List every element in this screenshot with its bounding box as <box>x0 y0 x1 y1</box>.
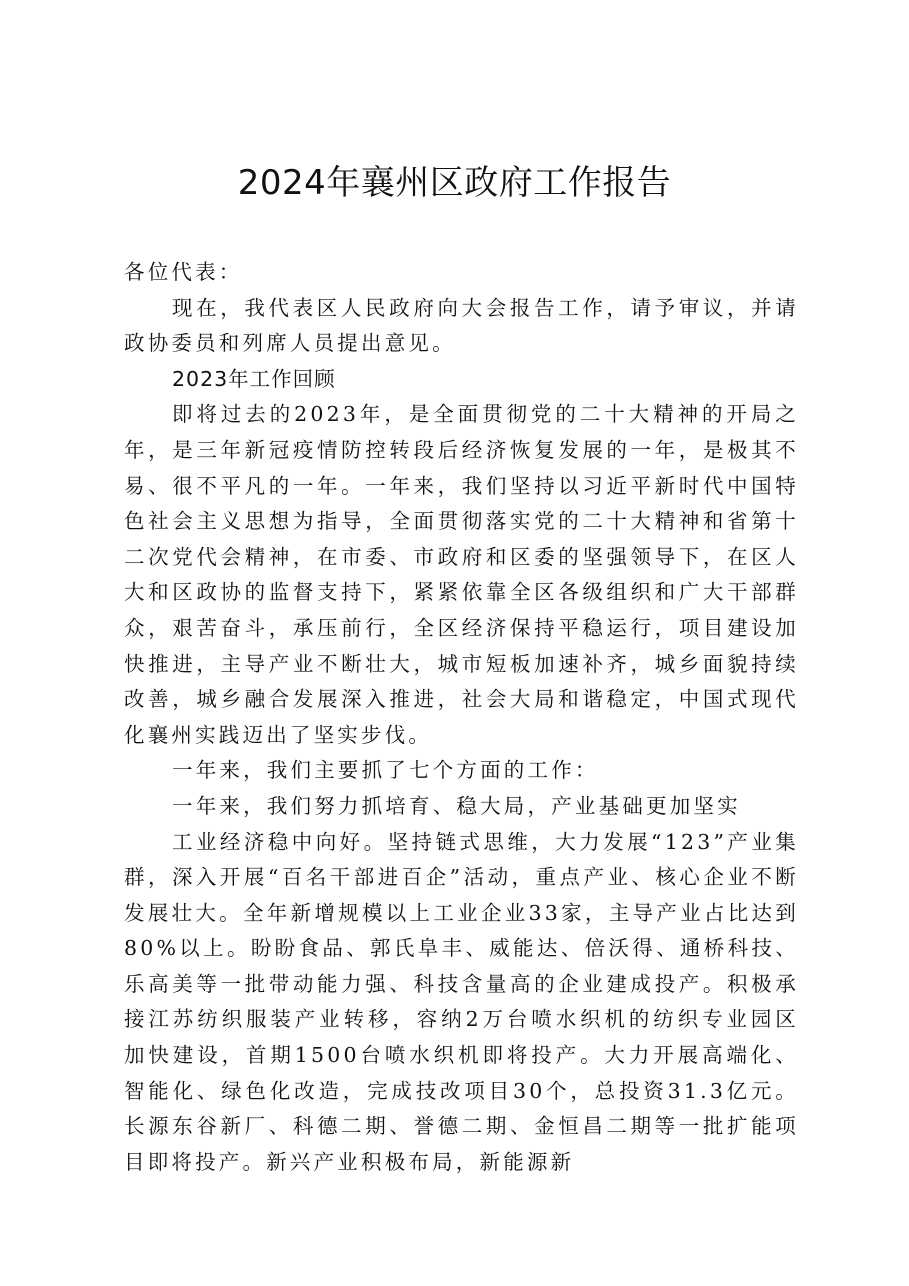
subsection-heading: 一年来，我们努力抓培育、稳大局，产业基础更加坚实 <box>172 793 741 818</box>
industry-paragraph: 工业经济稳中向好。坚持链式思维，大力发展“123”产业集群，深入开展“百名干部进百企”活动，重点产业、核心企业不断发展壮大。全年新增规模以上工业企业33家，主导产业占比达到80%以上。盼盼食品、郭氏阜丰、威能达、倍沃得、通桥科技、乐高美等一批带动能力强、科技含量高的企业建成投产。积极承接江苏纺织服装产业转移，容纳2万台喷水织机的纺织专业园区加快建设，首期1500台喷水织机即将投产。大力开展高端化、智能化、绿色化改造，完成技改项目30个，总投资31.3亿元。长源东谷新厂、科德二期、誉德二期、金恒昌二期等一批扩能项目即将投产。新兴产业积极布局，新能源新 <box>124 829 799 1174</box>
document-body <box>124 255 799 1180</box>
work-summary-paragraph: 一年来，我们主要抓了七个方面的工作： <box>172 758 599 783</box>
document-title: 2024年襄州区政府工作报告 <box>237 163 672 203</box>
salutation: 各位代表： <box>124 260 243 284</box>
section-heading: 2023年工作回顾 <box>172 366 336 391</box>
intro-paragraph: 现在，我代表区人民政府向大会报告工作，请予审议，并请政协委员和列席人员提出意见。 <box>124 295 799 356</box>
review-paragraph: 即将过去的2023年，是全面贯彻党的二十大精神的开局之年，是三年新冠疫情防控转段后经济恢复发展的一年，是极其不易、很不平凡的一年。一年来，我们坚持以习近平新时代中国特色社会主义思想为指导，全面贯彻落实党的二十大精神和省第十二次党代会精神，在市委、市政府和区委的坚强领导下，在区人大和区政协的监督支持下，紧紧依靠全区各级组织和广大干部群众，艰苦奋斗，承压前行，全区经济保持平稳运行，项目建设加快推进，主导产业不断壮大，城市短板加速补齐，城乡面貌持续改善，城乡融合发展深入推进，社会大局和谐稳定，中国式现代化襄州实践迈出了坚实步伐。 <box>124 402 799 747</box>
